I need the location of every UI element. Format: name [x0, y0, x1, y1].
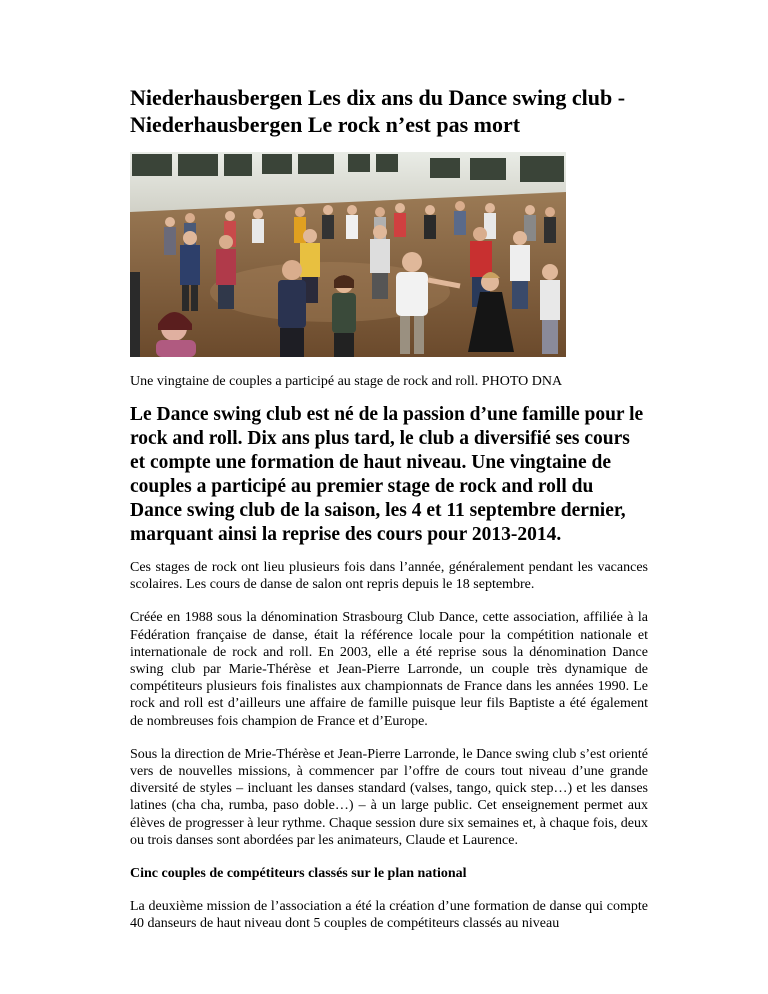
article [130, 84, 648, 932]
paragraph: Créée en 1988 sous la dénomination Strasbourg Club Dance, cette association, affiliée à la Fédération française de danse, était la référence locale pour la compétition nationale et internationale de rock and roll. En 2003, elle a été reprise sous la dénomination Dance swing club par Marie-Thérèse et Jean-Pierre Larronde, un couple très dynamique de compétiteurs plusieurs fois finalistes aux championnats de France dans les années 1990. Le rock and roll est d’ailleurs une affaire de famille puisque leur fils Baptiste a été également de nombreuses fois champion de France et d’Europe. [130, 610, 648, 729]
photo-caption: Une vingtaine de couples a participé au stage de rock and roll. PHOTO DNA [130, 374, 563, 389]
title-line-1: Niederhausbergen Les dix ans du Dance swing club - [130, 85, 626, 110]
article-lead: Le Dance swing club est né de la passion d’une famille pour le rock and roll. Dix ans plus tard, le club a diversifié ses cours et compte une formation de haut niveau. Une vingtaine de couples a participé au premier stage de rock and roll du Dance swing club de la saison, les 4 et 11 septembre dernier, marquant ainsi la reprise des cours pour 2013-2014. [130, 404, 644, 545]
paragraph: Sous la direction de Mrie-Thérèse et Jean-Pierre Larronde, le Dance swing club s’est orienté vers de nouvelles missions, à commencer par l’offre de cours tout niveau d’une grande diversité de styles – incluant les danses standard (valses, tango, quick step…) et les danses latines (cha cha, rumba, paso doble…) – à un large public. Cet enseignement permet aux élèves de progresser à leur rythme. Chaque session dure six semaines et, à chaque fois, deux ou trois danses sont abordées par les animateurs, Claude et Laurence. [130, 746, 648, 848]
article-title [130, 84, 648, 138]
paragraph: Ces stages de rock ont lieu plusieurs fois dans l’année, généralement pendant les vacances scolaires. Les cours de danse de salon ont repris depuis le 18 septembre. [130, 560, 648, 593]
title-line-2: Niederhausbergen Le rock n’est pas mort [130, 112, 521, 137]
section-subheading: Cinc couples de compétiteurs classés sur le plan national [130, 866, 467, 882]
article-photo [130, 152, 566, 357]
paragraph: La deuxième mission de l’association a été la création d’une formation de danse qui compte 40 danseurs de haut niveau dont 5 couples de compétiteurs classés au niveau [130, 899, 648, 932]
dance-floor-photo [130, 152, 566, 357]
